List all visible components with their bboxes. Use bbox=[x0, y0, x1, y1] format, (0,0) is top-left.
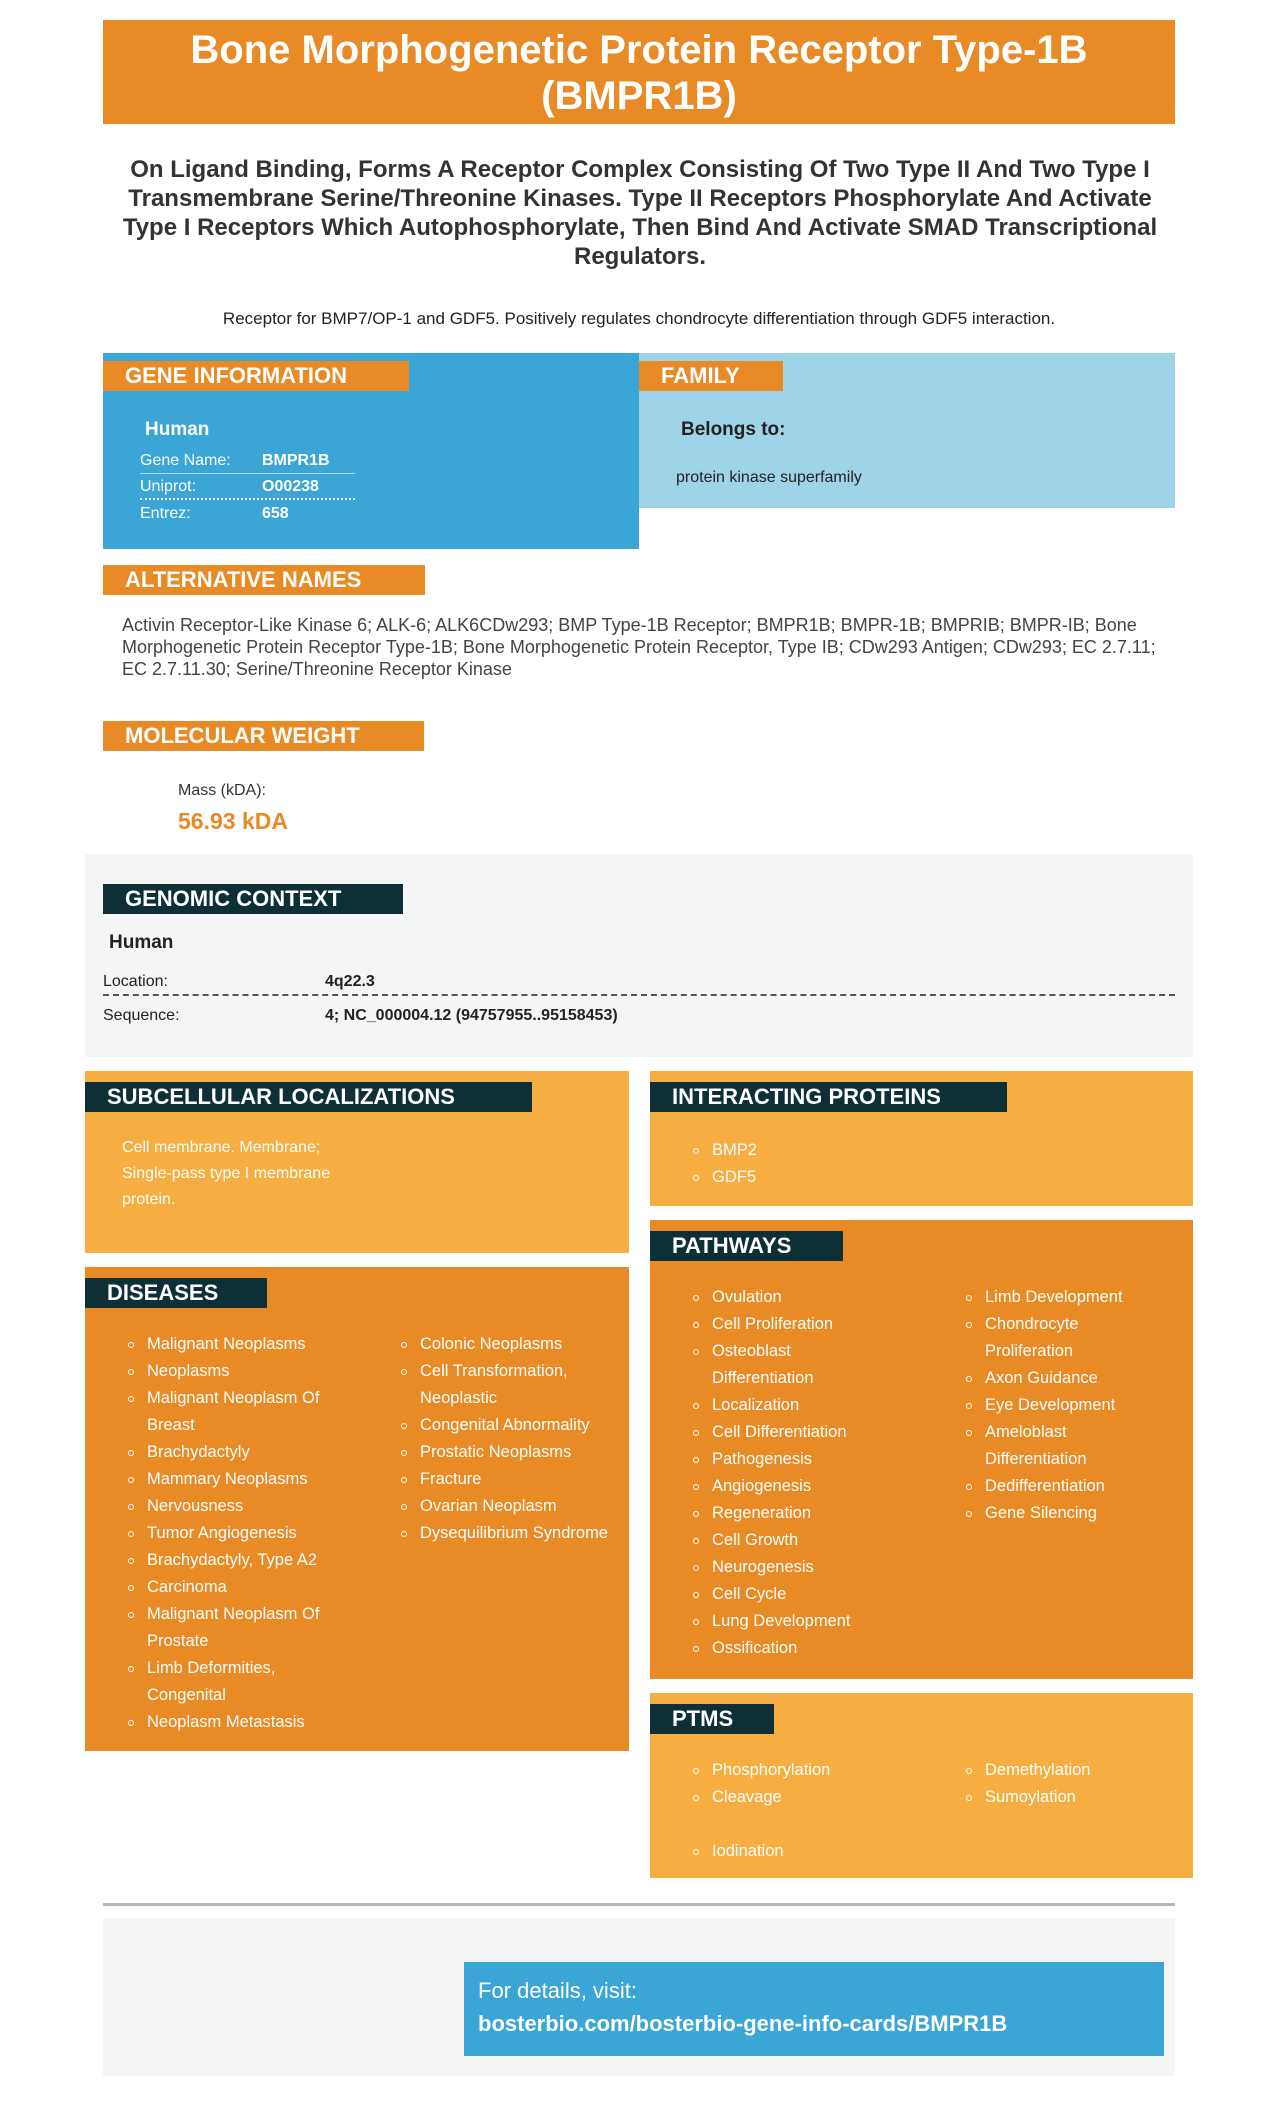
subcellular-text: Cell membrane. Membrane; Single-pass type I membrane protein. bbox=[122, 1139, 331, 1208]
pathways-list-2 bbox=[966, 1284, 1166, 1527]
list-item: Neoplasms bbox=[128, 1358, 358, 1385]
location-label: Location: bbox=[103, 973, 168, 990]
list-item: Regeneration bbox=[693, 1500, 923, 1527]
list-item: Carcinoma bbox=[128, 1574, 358, 1601]
ptms-heading: PTMS bbox=[650, 1704, 774, 1734]
diseases-panel bbox=[85, 1267, 629, 1751]
alternative-names-heading: ALTERNATIVE NAMES bbox=[103, 565, 425, 595]
list-item: Malignant Neoplasms bbox=[128, 1331, 358, 1358]
list-item: Pathogenesis bbox=[693, 1446, 923, 1473]
sequence-value: 4; NC_000004.12 (94757955..95158453) bbox=[325, 1007, 618, 1024]
list-item: Mammary Neoplasms bbox=[128, 1466, 358, 1493]
list-item: Malignant Neoplasm Of Breast bbox=[128, 1385, 358, 1439]
alternative-names-text: Activin Receptor-Like Kinase 6; ALK-6; ALK6CDw293; BMP Type-1B Receptor; BMPR1B; BMPR-1B; BMPRIB; BMPR-IB; Bone Morphogenetic Protein Receptor Type-1B; Bone Morphogenetic Protein Receptor, Type IB; CDw293 Antigen; CDw293; EC 2.7.11; EC 2.7.11.30; Serine/Threonine Receptor Kinase bbox=[122, 615, 1156, 679]
molecular-weight-heading: MOLECULAR WEIGHT bbox=[103, 721, 424, 751]
list-item: Nervousness bbox=[128, 1493, 358, 1520]
list-item: Brachydactyly bbox=[128, 1439, 358, 1466]
diseases-heading: DISEASES bbox=[85, 1278, 267, 1308]
family-belongs-label: Belongs to: bbox=[681, 419, 786, 440]
visit-label: For details, visit: bbox=[478, 1978, 637, 2003]
gene-information-heading: GENE INFORMATION bbox=[103, 361, 409, 391]
ptms-panel bbox=[650, 1693, 1193, 1878]
list-item: Congenital Abnormality bbox=[401, 1412, 613, 1439]
uniprot-label: Uniprot: bbox=[140, 478, 197, 495]
genomic-context-panel bbox=[85, 854, 1193, 1057]
gene-name-value: BMPR1B bbox=[262, 452, 330, 469]
list-item: Neurogenesis bbox=[693, 1554, 923, 1581]
list-item: Ameloblast Differentiation bbox=[966, 1419, 1106, 1473]
list-item: Neoplasm Metastasis bbox=[128, 1709, 358, 1736]
details-url-link[interactable]: bosterbio.com/bosterbio-gene-info-cards/BMPR1B bbox=[478, 2011, 1008, 2036]
pathways-panel bbox=[650, 1220, 1193, 1679]
family-panel bbox=[639, 353, 1175, 508]
location-row bbox=[103, 968, 1175, 996]
list-item: Localization bbox=[693, 1392, 923, 1419]
list-item: Dedifferentiation bbox=[966, 1473, 1166, 1500]
list-item: Lung Development bbox=[693, 1608, 923, 1635]
list-item: Cell Cycle bbox=[693, 1581, 923, 1608]
list-item: Axon Guidance bbox=[966, 1365, 1166, 1392]
pathways-list-1 bbox=[693, 1284, 923, 1662]
list-item: Ovarian Neoplasm bbox=[401, 1493, 613, 1520]
list-item: Osteoblast Differentiation bbox=[693, 1338, 863, 1392]
list-item: Fracture bbox=[401, 1466, 613, 1493]
list-item: Cell Proliferation bbox=[693, 1311, 923, 1338]
list-item: Malignant Neoplasm Of Prostate bbox=[128, 1601, 358, 1655]
list-item: Brachydactyly, Type A2 bbox=[128, 1547, 358, 1574]
list-item: Demethylation bbox=[966, 1757, 1090, 1784]
gene-information-panel bbox=[103, 353, 639, 549]
interacting-proteins-panel bbox=[650, 1071, 1193, 1206]
footer-divider bbox=[103, 1903, 1175, 1906]
list-item: Gene Silencing bbox=[966, 1500, 1166, 1527]
page-title: Bone Morphogenetic Protein Receptor Type-1B (BMPR1B) bbox=[103, 20, 1175, 124]
list-item: Ovulation bbox=[693, 1284, 923, 1311]
diseases-list-1 bbox=[128, 1331, 358, 1736]
list-item: Iodination bbox=[693, 1838, 784, 1865]
details-link-box[interactable] bbox=[464, 1962, 1164, 2056]
entrez-value: 658 bbox=[262, 505, 289, 522]
ptms-list-2 bbox=[966, 1757, 1090, 1811]
subcellular-localizations-panel bbox=[85, 1071, 629, 1253]
sequence-label: Sequence: bbox=[103, 1007, 180, 1024]
gene-name-row bbox=[140, 448, 355, 474]
interacting-proteins-list bbox=[693, 1137, 757, 1191]
list-item: Colonic Neoplasms bbox=[401, 1331, 613, 1358]
sequence-row bbox=[103, 1002, 1175, 1030]
family-value: protein kinase superfamily bbox=[676, 469, 862, 486]
list-item: BMP2 bbox=[693, 1137, 757, 1164]
function-headline: On Ligand Binding, Forms A Receptor Complex Consisting Of Two Type II And Two Type I Transmembrane Serine/Threonine Kinases. Type II Receptors Phosphorylate And Activate Type I Receptors Which Autophosphorylate, Then Bind And Activate SMAD Transcriptional Regulators. bbox=[122, 156, 1158, 270]
interacting-proteins-heading: INTERACTING PROTEINS bbox=[650, 1082, 1007, 1112]
gene-name-label: Gene Name: bbox=[140, 452, 231, 469]
ptms-list-1b bbox=[693, 1838, 784, 1865]
pathways-heading: PATHWAYS bbox=[650, 1231, 843, 1261]
footer-panel bbox=[103, 1918, 1175, 2076]
list-item: Dysequilibrium Syndrome bbox=[401, 1520, 613, 1547]
gene-species: Human bbox=[145, 419, 210, 440]
list-item: Cleavage bbox=[693, 1784, 830, 1811]
mass-label: Mass (kDA): bbox=[178, 782, 266, 799]
family-heading: FAMILY bbox=[639, 361, 783, 391]
genomic-context-heading: GENOMIC CONTEXT bbox=[103, 884, 403, 914]
uniprot-row[interactable] bbox=[140, 474, 355, 500]
list-item: Cell Differentiation bbox=[693, 1419, 923, 1446]
list-item: Sumoylation bbox=[966, 1784, 1090, 1811]
mass-value: 56.93 kDA bbox=[178, 808, 288, 834]
subcellular-heading: SUBCELLULAR LOCALIZATIONS bbox=[85, 1082, 532, 1112]
list-item: GDF5 bbox=[693, 1164, 757, 1191]
list-item: Ossification bbox=[693, 1635, 923, 1662]
list-item: Phosphorylation bbox=[693, 1757, 830, 1784]
uniprot-link[interactable]: O00238 bbox=[262, 478, 319, 495]
entrez-row bbox=[140, 501, 355, 527]
list-item: Prostatic Neoplasms bbox=[401, 1439, 613, 1466]
list-item: Cell Transformation, Neoplastic bbox=[401, 1358, 613, 1412]
list-item: Tumor Angiogenesis bbox=[128, 1520, 358, 1547]
location-value: 4q22.3 bbox=[325, 973, 375, 990]
list-item: Limb Development bbox=[966, 1284, 1166, 1311]
list-item: Chondrocyte Proliferation bbox=[966, 1311, 1106, 1365]
function-summary: Receptor for BMP7/OP-1 and GDF5. Positively regulates chondrocyte differentiation through GDF5 interaction. bbox=[222, 309, 1056, 328]
list-item: Limb Deformities, Congenital bbox=[128, 1655, 358, 1709]
entrez-label: Entrez: bbox=[140, 505, 191, 522]
list-item: Angiogenesis bbox=[693, 1473, 923, 1500]
genomic-species: Human bbox=[109, 932, 174, 953]
diseases-list-2 bbox=[401, 1331, 613, 1547]
ptms-list-1 bbox=[693, 1757, 830, 1811]
list-item: Eye Development bbox=[966, 1392, 1166, 1419]
list-item: Cell Growth bbox=[693, 1527, 923, 1554]
